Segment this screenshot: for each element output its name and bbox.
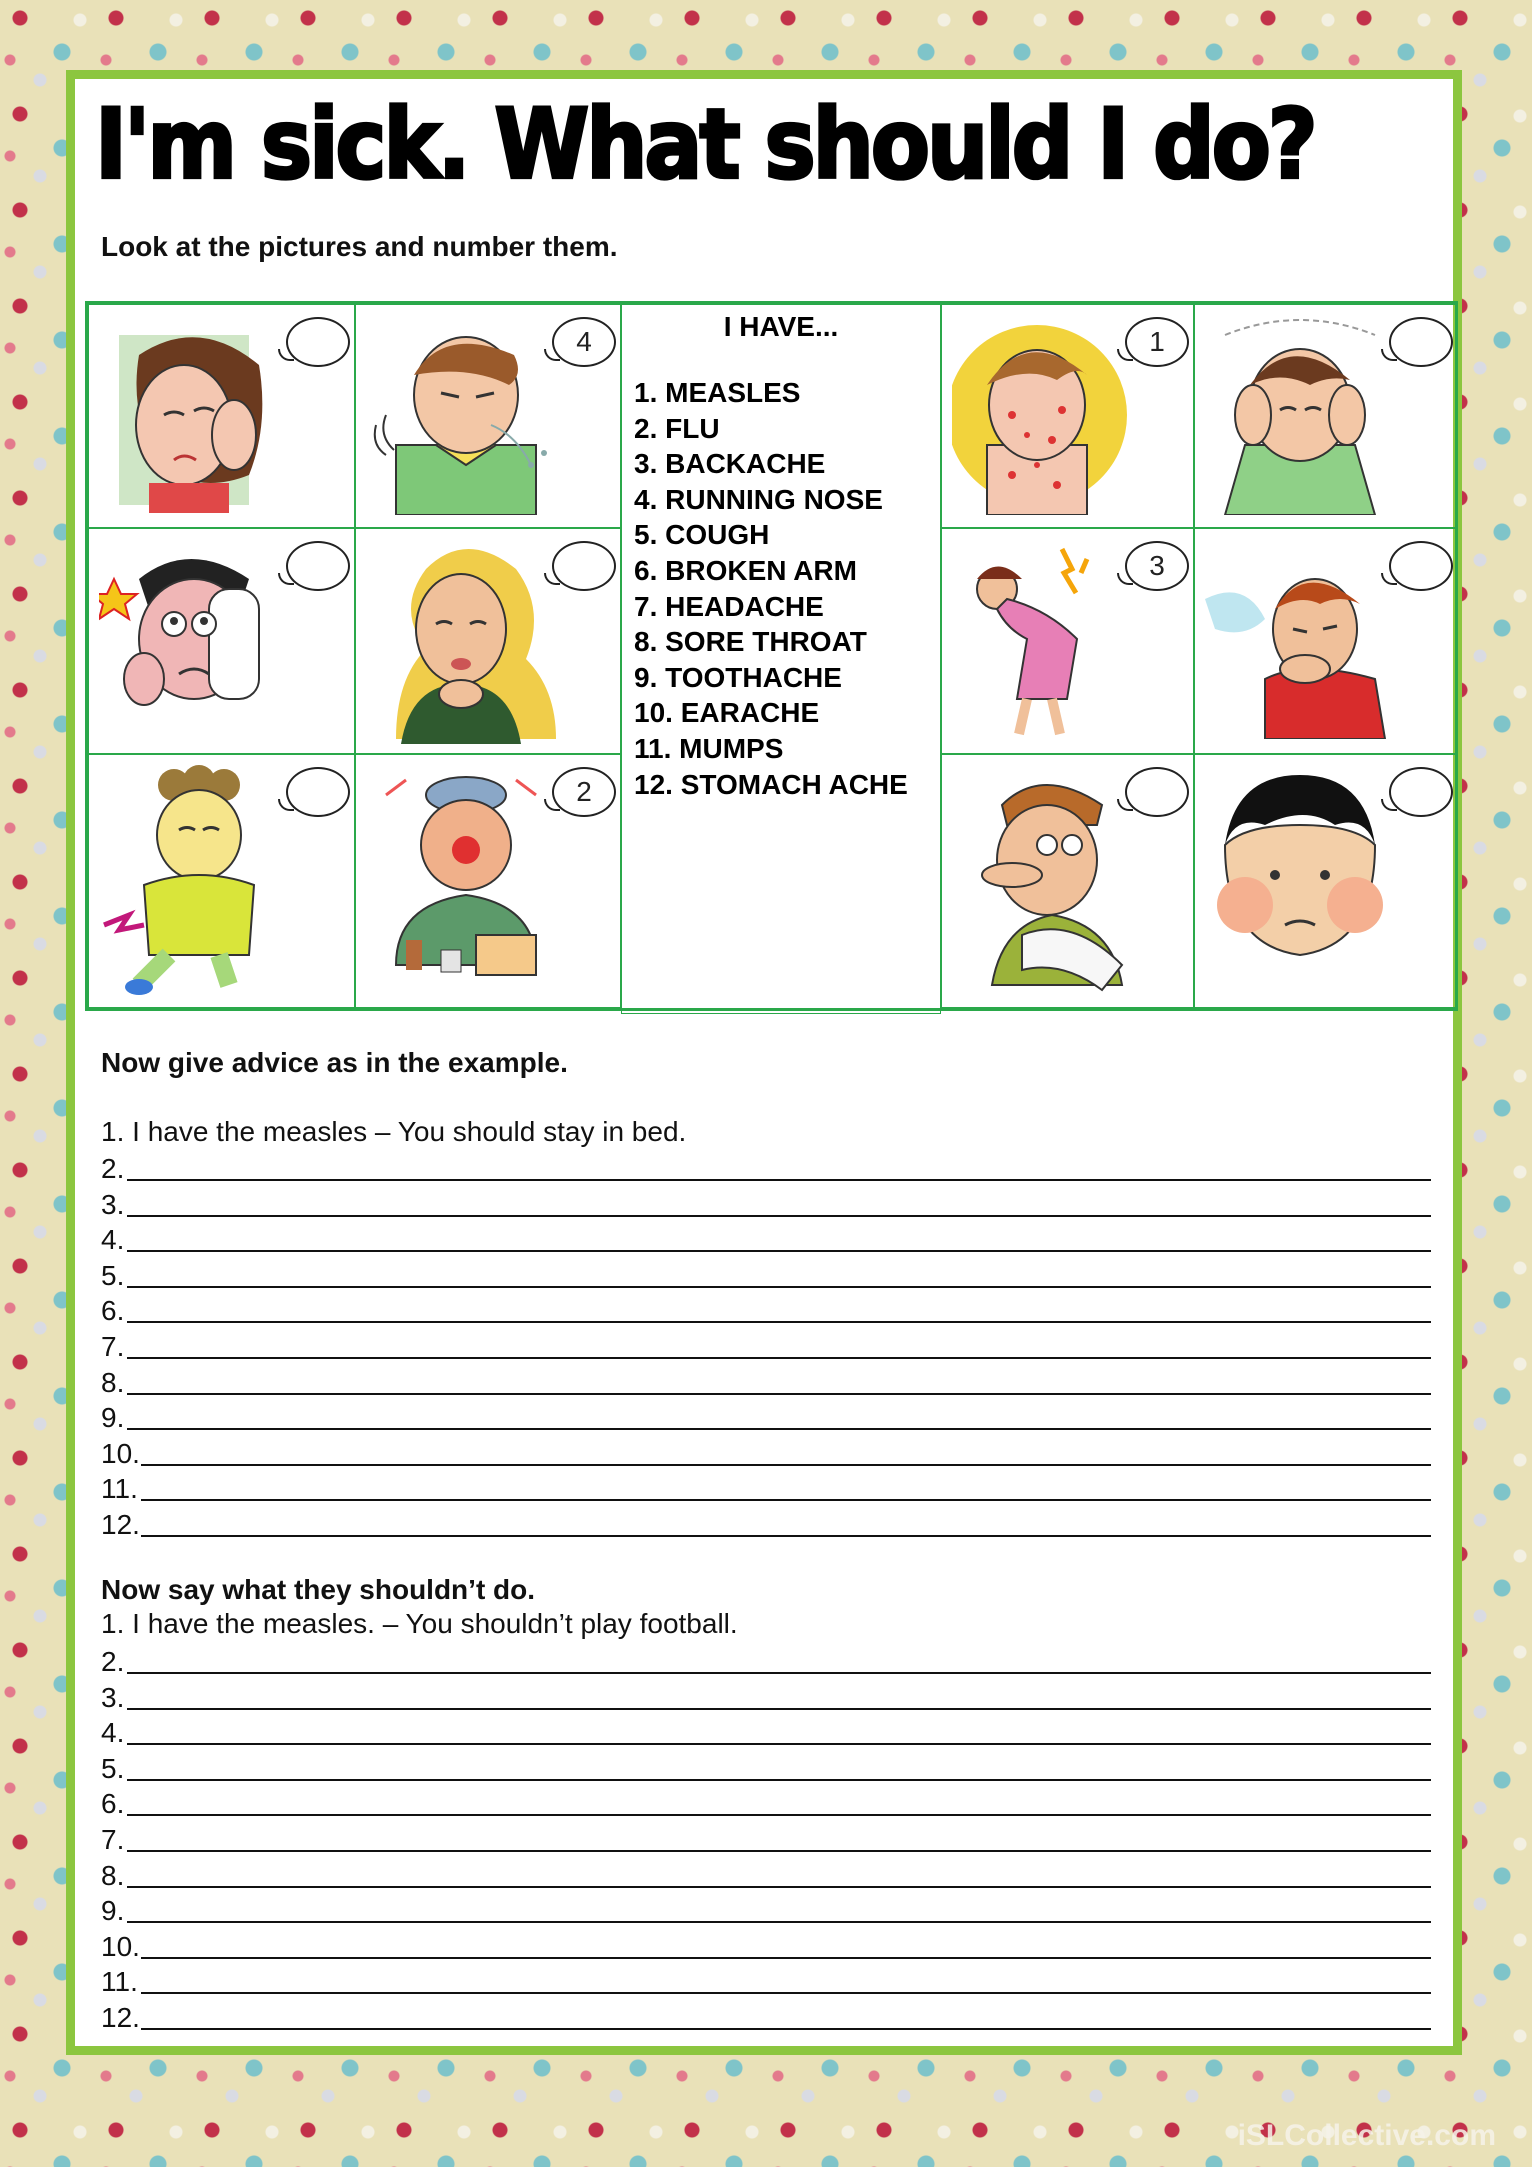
answer-line[interactable] [101,1782,1431,1818]
number-bubble[interactable] [286,317,350,367]
answer-line[interactable] [101,1254,1431,1290]
picture-cell [1194,754,1458,1008]
list-item: 8. SORE THROAT [634,626,867,658]
list-item: 12. STOMACH ACHE [634,768,908,800]
answer-rule[interactable] [141,1535,1431,1537]
instruction-text: Look at the pictures and number them. [101,231,618,262]
list-item: 1. MEASLES [634,377,801,408]
boy-earache-icon [1205,315,1395,515]
line-number: 12. [101,1509,140,1540]
number-bubble[interactable] [286,767,350,817]
list-item: 9. TOOTHACHE [634,661,842,693]
number-bubble[interactable] [286,541,350,591]
answer-rule[interactable] [127,1779,1431,1781]
line-number: 7. [101,1824,125,1855]
line-number: 10. [101,1930,140,1962]
answer-line[interactable] [101,1432,1431,1468]
answer-line[interactable] [101,1183,1431,1219]
answer-line[interactable] [101,1960,1431,1996]
watermark: iSLCollective.com [1237,2119,1496,2152]
line-number: 5. [101,1752,125,1784]
number-bubble[interactable]: 2 [552,767,616,817]
number-bubble[interactable] [552,541,616,591]
advice-heading: Now give advice as in the example. [101,1047,568,1078]
list-item: 11. MUMPS [634,732,784,764]
line-number: 11. [101,1966,138,1998]
boy-measles-icon [952,315,1132,515]
picture-cell [88,304,355,528]
answer-rule[interactable] [127,1357,1431,1359]
answer-rule[interactable] [141,1992,1431,1994]
number-bubble[interactable] [1389,767,1453,817]
boy-running-nose-icon [366,315,566,515]
man-broken-arm-icon [952,765,1142,995]
answer-line[interactable] [101,1747,1431,1783]
picture-cell [941,528,1194,754]
answer-rule[interactable] [127,1886,1431,1888]
answer-rule[interactable] [127,1672,1431,1674]
page-title: I'm sick. What should I do? [95,89,1315,201]
boy-mumps-icon [1205,765,1395,965]
picture-cell [355,304,621,528]
answer-rule[interactable] [127,1428,1431,1430]
line-number: 3. [101,1188,125,1220]
answer-rule[interactable] [127,1743,1431,1745]
line-number: 9. [101,1402,125,1434]
line-number: 8. [101,1366,125,1398]
woman-backache-icon [952,539,1142,739]
list-item: 7. HEADACHE [634,590,824,622]
line-number: 4. [101,1717,125,1749]
woman-sore-throat-icon [366,539,556,744]
number-bubble[interactable]: 4 [552,317,616,367]
man-flu-icon [366,765,566,985]
shouldnt-example: 1. I have the measles. – You shouldn’t play football. [101,1608,738,1639]
answer-rule[interactable] [127,1708,1431,1710]
shouldnt-heading: Now say what they shouldn’t do. [101,1574,536,1605]
number-bubble[interactable] [1389,317,1453,367]
answer-line[interactable] [101,1640,1431,1676]
answer-line[interactable] [101,1854,1431,1890]
answer-rule[interactable] [141,1499,1431,1501]
list-item: 6. BROKEN ARM [634,554,857,586]
list-item: 2. FLU [634,412,720,444]
answer-line[interactable] [101,1711,1431,1747]
answer-line[interactable] [101,1503,1431,1539]
line-number: 2. [101,1646,125,1677]
ihave-box [621,304,941,1014]
number-bubble[interactable] [1389,541,1453,591]
man-toothache-icon [99,539,289,739]
line-number: 10. [101,1437,140,1469]
answer-rule[interactable] [127,1393,1431,1395]
woman-headache-icon [99,315,289,515]
answer-rule[interactable] [127,1850,1431,1852]
list-item: 4. RUNNING NOSE [634,483,883,515]
answer-rule[interactable] [127,1321,1431,1323]
answer-line[interactable] [101,1396,1431,1432]
line-number: 2. [101,1153,125,1184]
ailment-list [634,375,908,802]
picture-cell [88,754,355,1008]
line-number: 6. [101,1788,125,1820]
number-bubble[interactable]: 1 [1125,317,1189,367]
answer-rule[interactable] [141,1464,1431,1466]
picture-cell [941,754,1194,1008]
answer-line[interactable] [101,1289,1431,1325]
man-cough-icon [1205,539,1405,739]
answer-line[interactable] [101,1925,1431,1961]
answer-rule[interactable] [127,1250,1431,1252]
line-number: 9. [101,1895,125,1927]
line-number: 3. [101,1681,125,1713]
number-bubble[interactable]: 3 [1125,541,1189,591]
picture-grid [85,301,1458,1011]
answer-rule[interactable] [127,1179,1431,1181]
line-number: 7. [101,1331,125,1362]
list-item: 5. COUGH [634,519,770,551]
answer-line[interactable] [101,1147,1431,1183]
answer-line[interactable] [101,1676,1431,1712]
girl-stomach-ache-icon [99,765,299,995]
answer-line[interactable] [101,1218,1431,1254]
list-item: 10. EARACHE [634,697,820,729]
answer-rule[interactable] [127,1215,1431,1217]
line-number: 11. [101,1473,138,1505]
picture-cell [355,528,621,754]
ihave-title: I HAVE... [723,311,839,342]
worksheet [66,70,1462,2055]
line-number: 6. [101,1295,125,1327]
answer-rule[interactable] [141,1957,1431,1959]
answer-line[interactable] [101,1325,1431,1361]
answer-rule[interactable] [127,1286,1431,1288]
picture-cell [88,528,355,754]
advice-example: 1. I have the measles – You should stay in bed. [101,1116,687,1147]
list-item: 3. BACKACHE [634,448,826,480]
answer-line[interactable] [101,1996,1431,2032]
picture-cell [355,754,621,1008]
answer-rule[interactable] [127,1921,1431,1923]
answer-line[interactable] [101,1361,1431,1397]
answer-rule[interactable] [141,2028,1431,2030]
line-number: 8. [101,1859,125,1891]
line-number: 12. [101,2002,140,2033]
line-number: 4. [101,1224,125,1256]
answer-rule[interactable] [127,1814,1431,1816]
answer-line[interactable] [101,1467,1431,1503]
picture-cell [1194,304,1458,528]
number-bubble[interactable] [1125,767,1189,817]
line-number: 5. [101,1259,125,1291]
picture-cell [1194,528,1458,754]
picture-cell [941,304,1194,528]
answer-line[interactable] [101,1889,1431,1925]
answer-line[interactable] [101,1818,1431,1854]
